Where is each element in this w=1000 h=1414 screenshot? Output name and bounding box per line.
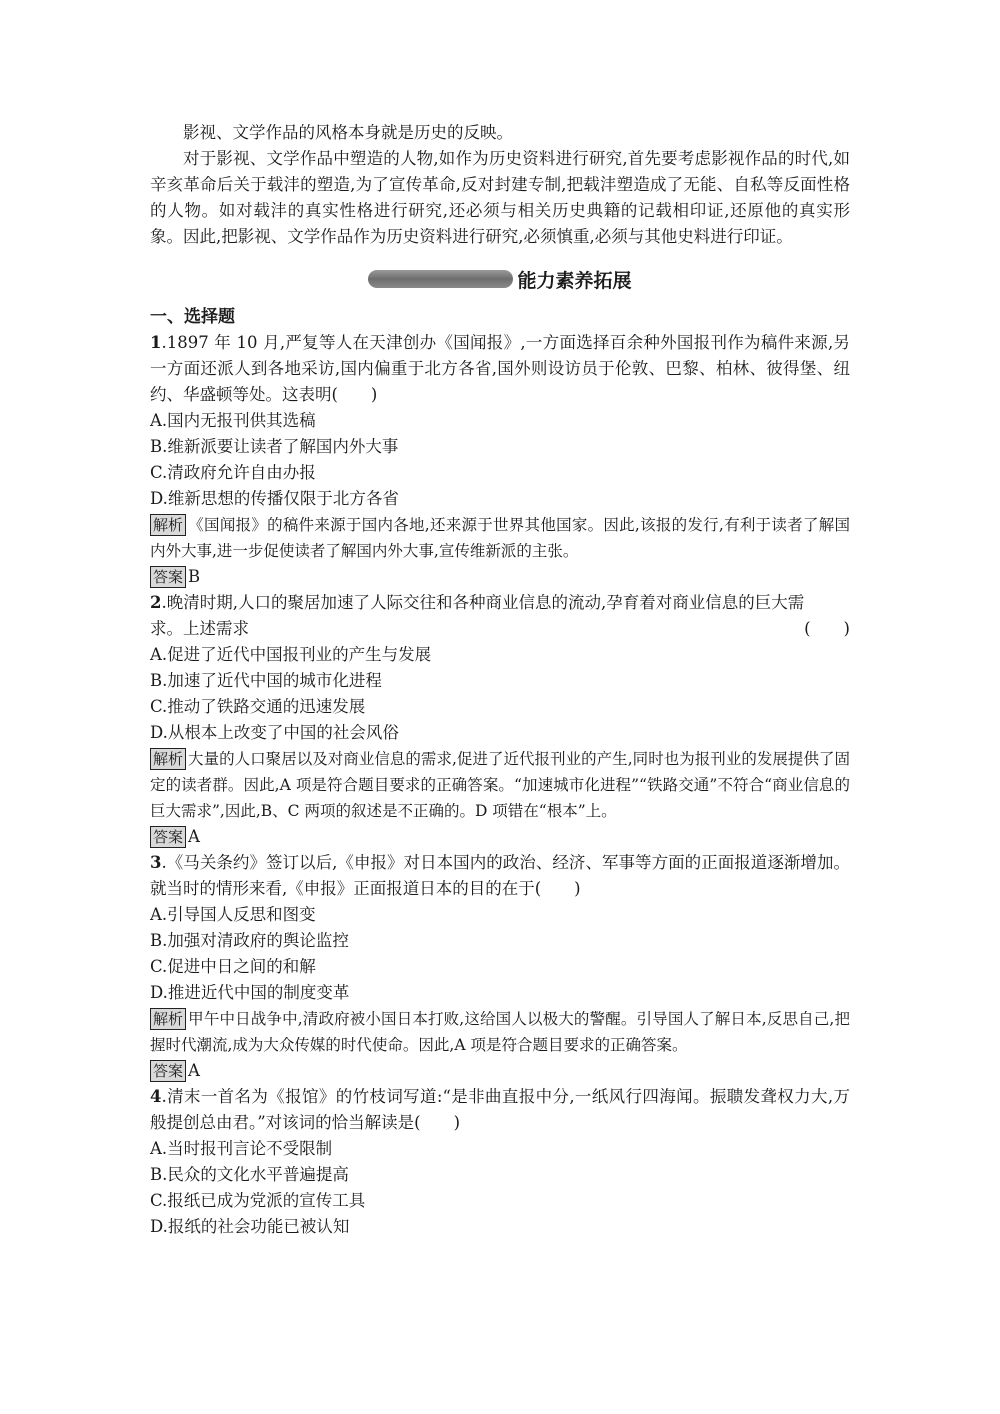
option-b: B.民众的文化水平普遍提高 [150, 1165, 349, 1184]
analysis-block [150, 512, 850, 564]
question-text: .清末一首名为《报馆》的竹枝词写道:“是非曲直报中分,一纸风行四海闻。振聩发聋权力大,万般提创总由君。”对该词的恰当解读是( ) [150, 1087, 850, 1132]
analysis-label: 解析 [150, 1008, 186, 1030]
question-text: .1897 年 10 月,严复等人在天津创办《国闻报》,一方面选择百余种外国报刊作为稿件来源,另一方面还派人到各地采访,国内偏重于北方各省,国外则设访员于伦敦、巴黎、柏林、彼得堡、纽约、华盛顿等处。这表明( ) [150, 333, 850, 404]
option-a: A.国内无报刊供其选稿 [150, 411, 316, 430]
option-b: B.加速了近代中国的城市化进程 [150, 671, 382, 690]
answer-label: 答案 [150, 566, 186, 588]
option-b: B.加强对清政府的舆论监控 [150, 931, 349, 950]
question-number: 1 [150, 333, 162, 352]
answer-value: A [188, 827, 200, 846]
option-a: A.促进了近代中国报刊业的产生与发展 [150, 645, 432, 664]
question-4 [150, 1084, 850, 1240]
option-a: A.引导国人反思和图变 [150, 905, 316, 924]
section-heading: 一、选择题 [150, 307, 235, 327]
answer-label: 答案 [150, 826, 186, 848]
question-stem [150, 1084, 850, 1136]
answer-block [150, 564, 850, 590]
question-text: .《马关条约》签订以后,《申报》对日本国内的政治、经济、军事等方面的正面报道逐渐增加。就当时的情形来看,《申报》正面报道日本的目的在于( ) [150, 853, 850, 898]
option-d: D.报纸的社会功能已被认知 [150, 1217, 350, 1236]
question-stem [150, 330, 850, 408]
question-number: 4 [150, 1087, 162, 1106]
option-c: C.促进中日之间的和解 [150, 957, 316, 976]
answer-bracket: ( ) [804, 619, 850, 638]
question-number: 2 [150, 593, 162, 612]
analysis-text: 甲午中日战争中,清政府被小国日本打败,这给国人以极大的警醒。引导国人了解日本,反思自己,把握时代潮流,成为大众传媒的时代使命。因此,A 项是符合题目要求的正确答案。 [150, 1010, 850, 1054]
question-stem [150, 590, 850, 616]
option-a: A.当时报刊言论不受限制 [150, 1139, 333, 1158]
document-page [150, 120, 850, 1240]
question-text-2: 求。上述需求 [150, 619, 249, 638]
question-text: .晚清时期,人口的聚居加速了人际交往和各种商业信息的流动,孕育着对商业信息的巨大需 [161, 593, 805, 612]
answer-value: B [188, 567, 201, 586]
analysis-text: 大量的人口聚居以及对商业信息的需求,促进了近代报刊业的产生,同时也为报刊业的发展提供了固定的读者群。因此,A 项是符合题目要求的正确答案。“加速城市化进程”“铁路交通”不符合“商业信息的巨大需求”,因此,B、C 两项的叙述是不正确的。D 项错在“根本”上。 [150, 750, 850, 820]
option-b: B.维新派要让读者了解国内外大事 [150, 437, 399, 456]
analysis-text: 《国闻报》的稿件来源于国内各地,还来源于世界其他国家。因此,该报的发行,有利于读者了解国内外大事,进一步促使读者了解国内外大事,宣传维新派的主张。 [150, 516, 850, 560]
option-c: C.推动了铁路交通的迅速发展 [150, 697, 366, 716]
question-2 [150, 590, 850, 850]
banner-bar-decoration [368, 270, 513, 288]
question-stem [150, 850, 850, 902]
question-3 [150, 850, 850, 1084]
option-d: D.从根本上改变了中国的社会风俗 [150, 723, 399, 742]
question-number: 3 [150, 853, 162, 872]
answer-block [150, 824, 850, 850]
option-c: C.清政府允许自由办报 [150, 463, 316, 482]
answer-block [150, 1058, 850, 1084]
option-c: C.报纸已成为党派的宣传工具 [150, 1191, 366, 1210]
question-1 [150, 330, 850, 590]
analysis-block [150, 1006, 850, 1058]
analysis-label: 解析 [150, 748, 186, 770]
intro-paragraph-2: 对于影视、文学作品中塑造的人物,如作为历史资料进行研究,首先要考虑影视作品的时代,如辛亥革命后关于载沣的塑造,为了宣传革命,反对封建专制,把载沣塑造成了无能、自私等反面性格的人物。如对载沣的真实性格进行研究,还必须与相关历史典籍的记载相印证,还原他的真实形象。因此,把影视、文学作品作为历史资料进行研究,必须慎重,必须与其他史料进行印证。 [150, 149, 850, 246]
banner-title: 能力素养拓展 [517, 269, 632, 292]
option-d: D.推进近代中国的制度变革 [150, 983, 350, 1002]
section-banner [150, 264, 850, 294]
analysis-label: 解析 [150, 514, 186, 536]
analysis-block [150, 746, 850, 824]
answer-value: A [188, 1061, 200, 1080]
answer-label: 答案 [150, 1060, 186, 1082]
intro-paragraph-1: 影视、文学作品的风格本身就是历史的反映。 [183, 123, 513, 142]
question-stem-continued [150, 616, 850, 642]
option-d: D.维新思想的传播仅限于北方各省 [150, 489, 399, 508]
